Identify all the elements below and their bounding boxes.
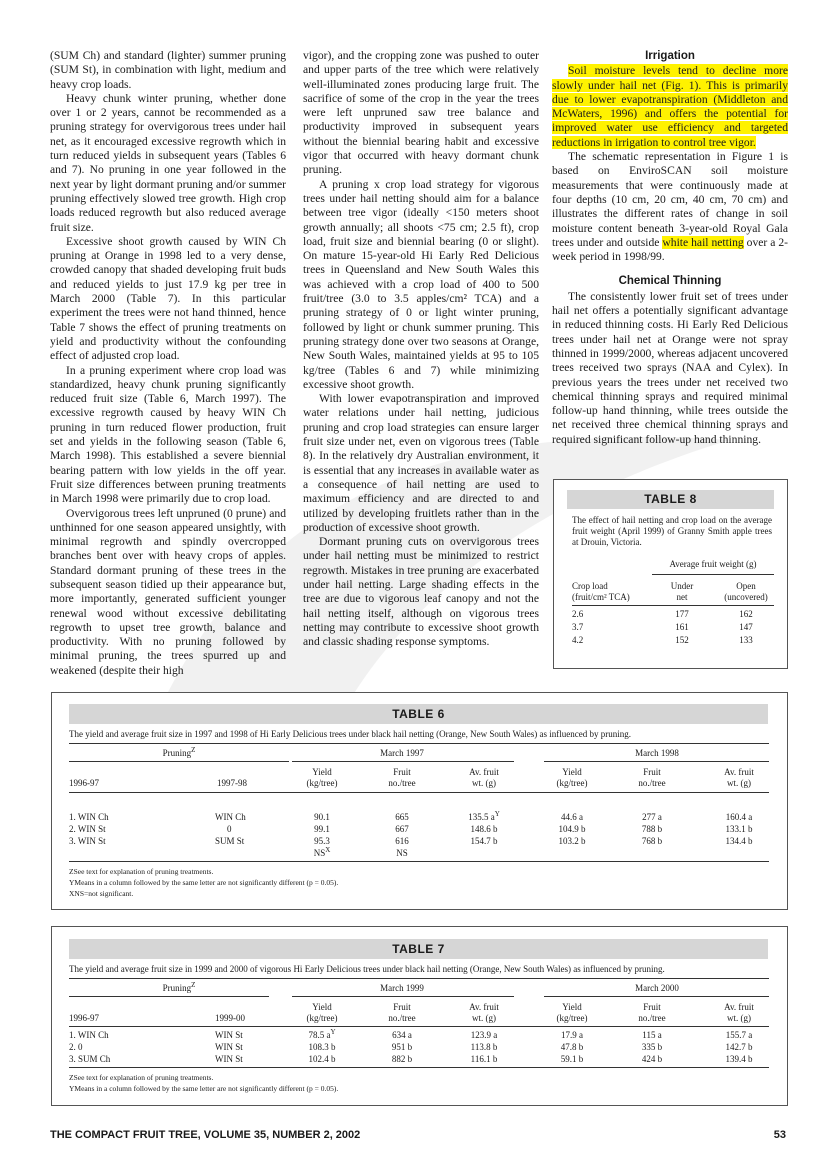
table-footnote: YMeans in a column followed by the same letter are not significantly different (p = 0.05). <box>69 1084 339 1093</box>
body-column-2 <box>303 49 539 649</box>
column-header: Open <box>736 581 756 591</box>
table-caption: The yield and average fruit size in 1999 and 2000 of vigorous Hi Early Delicious trees under black hail netting (Orange, New South Wales) as influenced by pruning. <box>69 964 665 974</box>
paragraph: Overvigorous trees left unpruned (0 prune) and unthinned for one season appeared unsightly, with minimal regrowth and spindly overcropped branches bent over with heavy crops of apples. Standard dormant pruning of these trees in the subsequent season tidied up their appearance but, more importantly, generated sufficient younger renewal wood without excessive debilitating regrowth to upset tree growth, balance and productivity. With no pruning followed by minimal pruning, the trees spurred up and weakened (despite their high <box>50 506 286 677</box>
column-header: (uncovered) <box>724 592 768 602</box>
column-header: March 1998 <box>635 748 679 758</box>
table-footnote: YMeans in a column followed by the same letter are not significantly different (p = 0.05). <box>69 878 339 887</box>
table-caption: The effect of hail netting and crop load on the average fruit weight (April 1999) of Granny Smith apple trees at Drouin, Victoria. <box>572 515 772 547</box>
paragraph: vigor), and the cropping zone was pushed to outer and upper parts of the tree which were relatively well-illuminated zones producing large fruit. The sacrifice of some of the crop in the year the trees were left unpruned saw tree balance and productivity improved in subsequent years without the biennial bearing habit and excessive vigor that occurred with heavy dormant chunk pruning. <box>303 49 539 177</box>
table-caption: The yield and average fruit size in 1997 and 1998 of Hi Early Delicious trees under black hail netting (Orange, New South Wales) as influenced by pruning. <box>69 729 631 739</box>
journal-footer: THE COMPACT FRUIT TREE, VOLUME 35, NUMBER 2, 2002 <box>50 1129 361 1141</box>
table-title: TABLE 6 <box>69 704 768 724</box>
paragraph-highlighted <box>552 64 788 150</box>
body-column-1 <box>50 49 286 678</box>
column-header: Pruning$^Z$ <box>162 746 196 758</box>
column-header: (fruit/cm² TCA) <box>572 592 630 602</box>
column-header: March 1999 <box>380 983 424 993</box>
page-number: 53 <box>773 1129 786 1141</box>
table-footnote: ZSee text for explanation of pruning treatments. <box>69 1073 214 1082</box>
highlight: Soil moisture levels tend to decline more slowly under hail net (Fig. 1). This is primarily due to lower evapotranspiration (Middleton and McWaters, 1996) and offers the potential for improved water use efficiency and targeted reductions in irrigation to control tree vigor. <box>552 64 788 149</box>
paragraph: The consistently lower fruit set of trees under hail net offers a potentially significant advantage in reduced thinning costs. Hi Early Red Delicious trees under hail net at Orange were not spray thinned in 1999/2000, whereas adjacent uncovered trees received two sprays (NAA and Cylex). In previous years the trees under net received two chemical thinning sprays and required minimal follow-up hand thinning, while trees outside the net received three chemical thinning sprays and required significant follow-up hand thinning. <box>552 289 788 446</box>
table-footnote: XNS=not significant. <box>69 889 134 898</box>
paragraph: With lower evapotranspiration and improved water relations under hail netting, judicious pruning and crop load strategies can ensure larger fruit size under net, even on vigorous trees (Table 8). In the relatively dry Australian environment, it is essential that any increases in available water as a consequence of hail netting are used to maximum efficiency and are directed to and utilized by developing fruitlets rather than in the production of excessive shoot growth. <box>303 392 539 534</box>
paragraph: The schematic representation in Figure 1 is based on EnviroSCAN soil moisture measurements that were continuously made at four depths (10 cm, 20 cm, 40 cm, 70 cm) and illustrates the different rates of change in soil moisture content beneath 3-year-old Royal Gala trees under and outside white hail netting over a 2-week period in 1998/99. <box>552 150 789 264</box>
table-7: TABLE 7 The yield and average fruit size in 1999 and 2000 of vigorous Hi Early Delicious trees under black hail netting (Orange, New South Wales) as influenced by pruning. Pruning$^Z$ March 1999 March 2000 Yield (kg/tree) Fruit no./tree Av. fruit wt. (g) Yield (kg/tree) Fruit no./tree Av. fruit wt. (g) 1996-97 1999-00 1. WIN Ch WIN St 78.5 $a^Y$ 634 a 123.9 a 17.9 a 115 a 155.7 a 2. 0 WIN St 108.3 b 951 b 113.8 b 47.8 b 335 b 142.7 b 3. SUM Ch WIN St 102.4 b 882 b 116.1 b 59.1 b 424 b 139.4 b ZSee text for explanation of pruning treatments. YMeans in a column followed by the same letter are not significantly different (p = 0.05). <box>51 926 788 1106</box>
column-group-header: Average fruit weight (g) <box>669 559 757 569</box>
highlight: white hail netting <box>662 235 744 249</box>
column-header: Under <box>670 581 694 591</box>
table-6: TABLE 6 The yield and average fruit size in 1997 and 1998 of Hi Early Delicious trees under black hail netting (Orange, New South Wales) as influenced by pruning. Pruning$^Z$ March 1997 March 1998 Yield (kg/tree) Fruit no./tree Av. fruit wt. (g) Yield (kg/tree) Fruit no./tree Av. fruit wt. (g) 1996-97 1997-98 1. WIN Ch WIN Ch 90.1 665 135.5 $a^Y$ 44.6 a 277 a 160.4 a 2. WIN St 0 99.1 667 148.6 b 104.9 b 788 b 133.1 b 3. WIN St SUM St 95.3 616 154.7 b 103.2 b 768 b 134.4 b $NS^X$ NS ZSee text for explanation of pruning treatments. YMeans in a column followed by the same letter are not significantly different (p = 0.05). XNS=not significant. <box>51 692 788 910</box>
column-header: net <box>676 592 688 602</box>
section-heading-irrigation: Irrigation <box>645 50 695 62</box>
paragraph: Dormant pruning cuts on overvigorous trees under hail netting must be minimized to restrict regrowth. Mistakes in tree pruning are exacerbated under hail netting. Large shading effects in the tree are due to vigorous leaf canopy and not the hail netting itself, although on vigorous trees netting may contribute to excessive shoot growth and classic shading response symptoms. <box>303 535 539 649</box>
column-header: Crop load <box>572 581 608 591</box>
paragraph: Excessive shoot growth caused by WIN Ch pruning at Orange in 1998 led to a very dense, crowded canopy that shaded developing fruit buds and reduced yields to just 17.9 kg per tree in March 2000 (Table 7). In this particular experiment the trees were not hand thinned, hence Table 7 shows the effect of pruning treatments on yield and productivity without the confounding effect of adjusted crop load. <box>50 234 286 363</box>
significance-row: $NS^X$ <box>313 846 331 858</box>
section-heading-chemical-thinning: Chemical Thinning <box>618 275 722 288</box>
table-8: TABLE 8 The effect of hail netting and crop load on the average fruit weight (April 1999) of Granny Smith apple trees at Drouin, Victoria. Average fruit weight (g) Crop load (fruit/cm² TCA) Under net Open (uncovered) 2.6 177 162 3.7 161 147 4.2 152 133 <box>553 479 788 669</box>
table-title: TABLE 7 <box>69 939 768 959</box>
column-header: March 1997 <box>380 748 424 758</box>
paragraph: Heavy chunk winter pruning, whether done over 1 or 2 years, cannot be recommended as a pruning strategy for overvigorous trees under hail net, as it encouraged excessive regrowth which in turn reduced yields in subsequent years (Tables 6 and 7). No pruning in one year followed in the next year by light dormant pruning and/or summer pruning effectively slowed tree growth. High crop loads reduced regrowth but also reduced average fruit size. <box>50 91 286 234</box>
table-title: TABLE 8 <box>567 490 774 509</box>
paragraph: A pruning x crop load strategy for vigorous trees under hail netting should aim for a balance between tree vigor (ideally <150 meters shoot growth annually; all shoots <75 cm; 2.5 ft), crop load, fruit size and biennial bearing (0 or slight). On mature 15-year-old Hi Early Red Delicious trees in Queensland and New South Wales this was achieved with a crop load of 400 to 500 fruit/tree (3.0 to 3.5 apples/cm² TCA) and a pruning strategy of 0 or light winter pruning, followed by light or chunk summer pruning. This pruning strategy done over two seasons at Orange, New South Wales, maintained yields at 95 to 105 kg/tree (Tables 6 and 7) while minimizing excessive shoot growth. <box>303 177 539 391</box>
table-footnote: ZSee text for explanation of pruning treatments. <box>69 867 214 876</box>
paragraph: (SUM Ch) and standard (lighter) summer pruning (SUM St), in combination with light, medium and heavy crop loads. <box>50 49 286 91</box>
column-header: March 2000 <box>635 983 679 993</box>
significance-row: NS <box>396 848 408 858</box>
paragraph: In a pruning experiment where crop load was standardized, heavy chunk pruning significantly reduced fruit size (Table 6, March 1997). The excessive regrowth caused by heavy WIN Ch pruning in turn reduced flower production, fruit set and yields in the following season (Table 6, March 1998). This established a severe biennial bearing pattern with low yields in the off year. Fruit size differences between pruning treatments in March 1998 were primarily due to crop load. <box>50 363 286 506</box>
body-column-3 <box>552 49 788 447</box>
column-header: Pruning$^Z$ <box>162 981 196 993</box>
